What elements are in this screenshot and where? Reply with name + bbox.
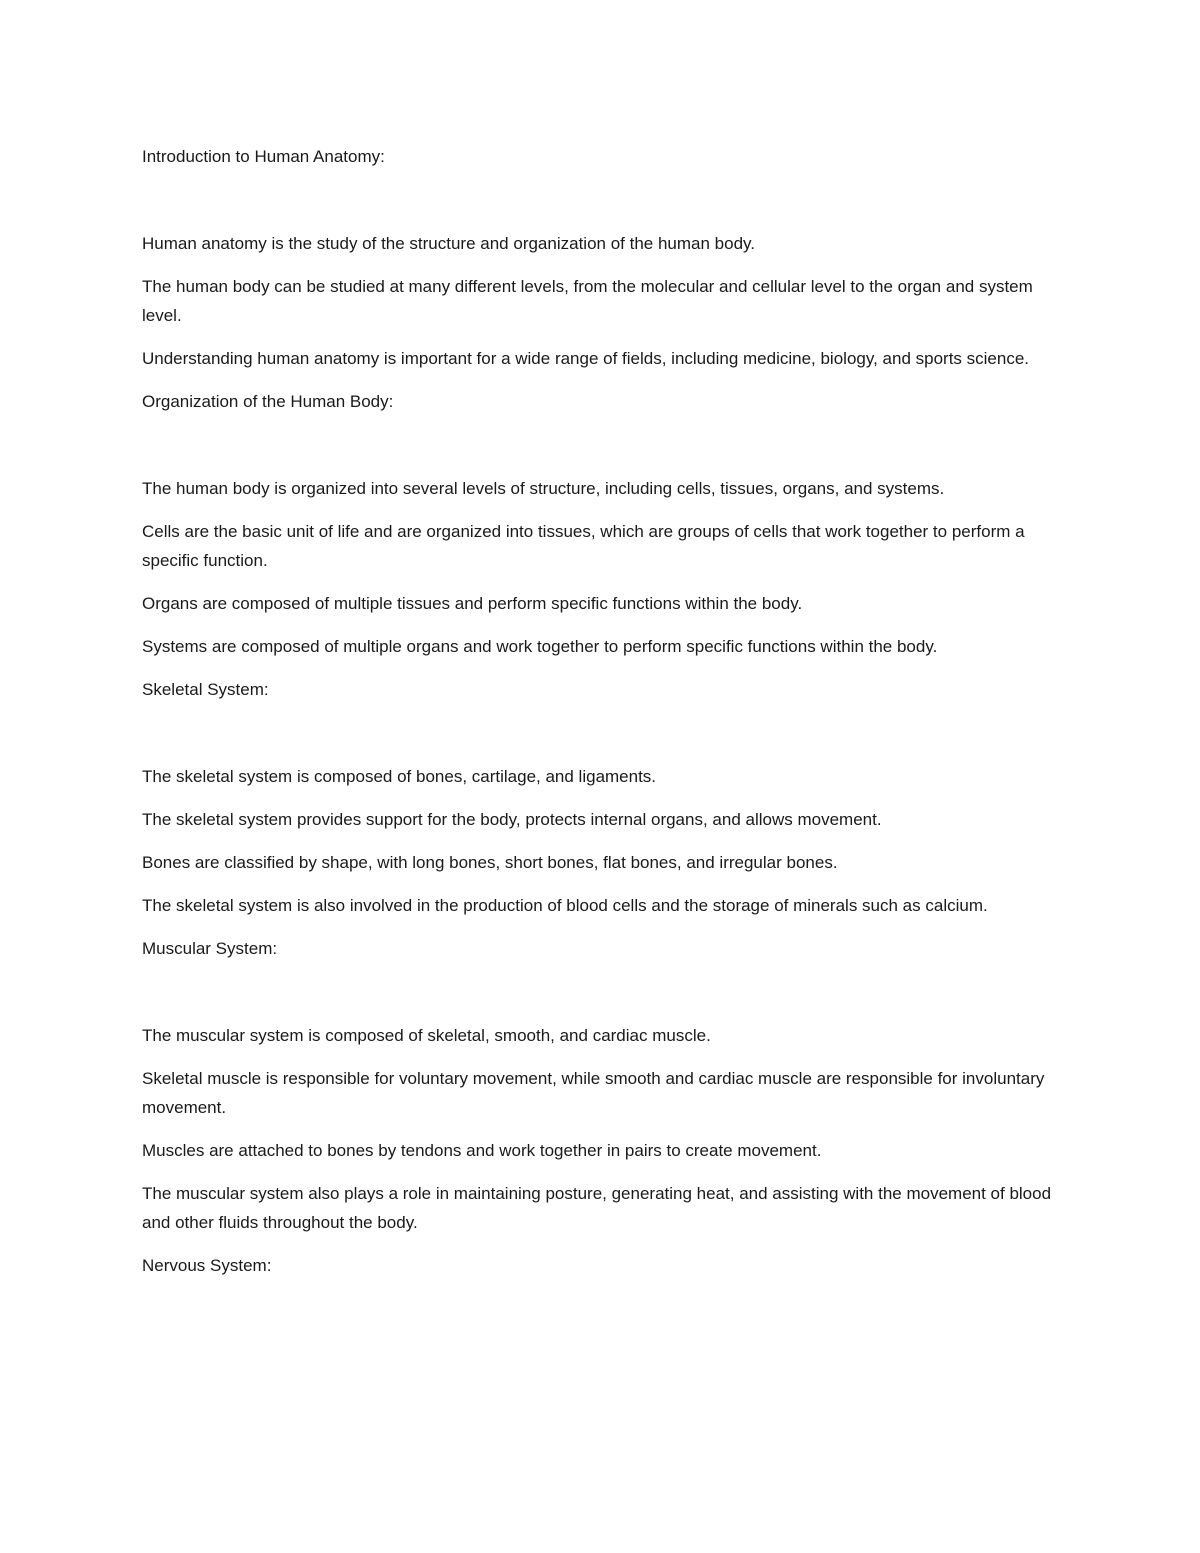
paragraph: The human body is organized into several levels of structure, including cells, tissues, organs, and systems. <box>142 479 945 498</box>
section-heading-nervous-system: Nervous System: <box>142 1256 272 1275</box>
section-heading-introduction: Introduction to Human Anatomy: <box>142 147 385 166</box>
section-heading-skeletal-system: Skeletal System: <box>142 680 269 699</box>
paragraph: The skeletal system provides support for the body, protects internal organs, and allows movement. <box>142 810 882 829</box>
paragraph: The skeletal system is composed of bones, cartilage, and ligaments. <box>142 767 657 786</box>
section-heading-organization: Organization of the Human Body: <box>142 392 394 411</box>
document-body <box>142 142 1062 1338</box>
paragraph: Skeletal muscle is responsible for voluntary movement, while smooth and cardiac muscle are responsible for involuntary movement. <box>142 1069 1045 1117</box>
paragraph: The muscular system is composed of skeletal, smooth, and cardiac muscle. <box>142 1026 711 1045</box>
paragraph: Human anatomy is the study of the structure and organization of the human body. <box>142 234 755 253</box>
paragraph: The human body can be studied at many different levels, from the molecular and cellular level to the organ and system level. <box>142 277 1033 325</box>
paragraph: Cells are the basic unit of life and are organized into tissues, which are groups of cells that work together to perform a specific function. <box>142 522 1025 570</box>
paragraph: The muscular system also plays a role in maintaining posture, generating heat, and assisting with the movement of blood and other fluids throughout the body. <box>142 1184 1052 1232</box>
paragraph: The skeletal system is also involved in the production of blood cells and the storage of minerals such as calcium. <box>142 896 988 915</box>
paragraph: Systems are composed of multiple organs and work together to perform specific functions within the body. <box>142 637 938 656</box>
paragraph: Understanding human anatomy is important for a wide range of fields, including medicine, biology, and sports science. <box>142 349 1030 368</box>
section-heading-muscular-system: Muscular System: <box>142 939 278 958</box>
paragraph: Organs are composed of multiple tissues and perform specific functions within the body. <box>142 594 803 613</box>
paragraph: Bones are classified by shape, with long bones, short bones, flat bones, and irregular bones. <box>142 853 838 872</box>
paragraph: Muscles are attached to bones by tendons and work together in pairs to create movement. <box>142 1141 822 1160</box>
